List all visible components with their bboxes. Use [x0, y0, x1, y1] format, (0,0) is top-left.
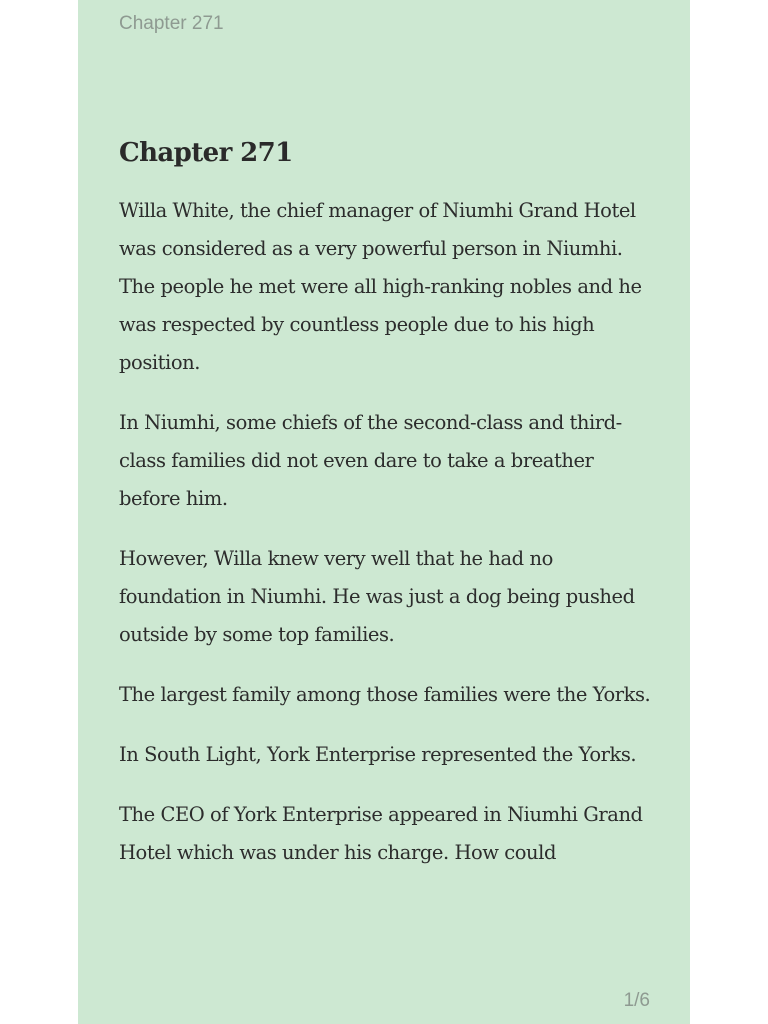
page-indicator: 1/6: [623, 990, 650, 1011]
paragraph: In South Light, York Enterprise represented the Yorks.: [119, 743, 637, 766]
chapter-text: [119, 192, 651, 872]
header-chapter-label: Chapter 271: [119, 13, 224, 34]
paragraph: The CEO of York Enterprise appeared in Niumhi Grand Hotel which was under his charge. How could: [119, 803, 643, 864]
paragraph: The largest family among those families were the Yorks.: [119, 683, 651, 706]
reader-page[interactable]: [78, 0, 690, 1024]
chapter-heading: Chapter 271: [119, 138, 293, 168]
paragraph: In Niumhi, some chiefs of the second-class and third-class families did not even dare to take a breather before him.: [119, 411, 622, 510]
paragraph: Willa White, the chief manager of Niumhi Grand Hotel was considered as a very powerful person in Niumhi. The people he met were all high-ranking nobles and he was respected by countless people due to his high position.: [119, 199, 642, 374]
paragraph: However, Willa knew very well that he had no foundation in Niumhi. He was just a dog being pushed outside by some top families.: [119, 547, 635, 646]
